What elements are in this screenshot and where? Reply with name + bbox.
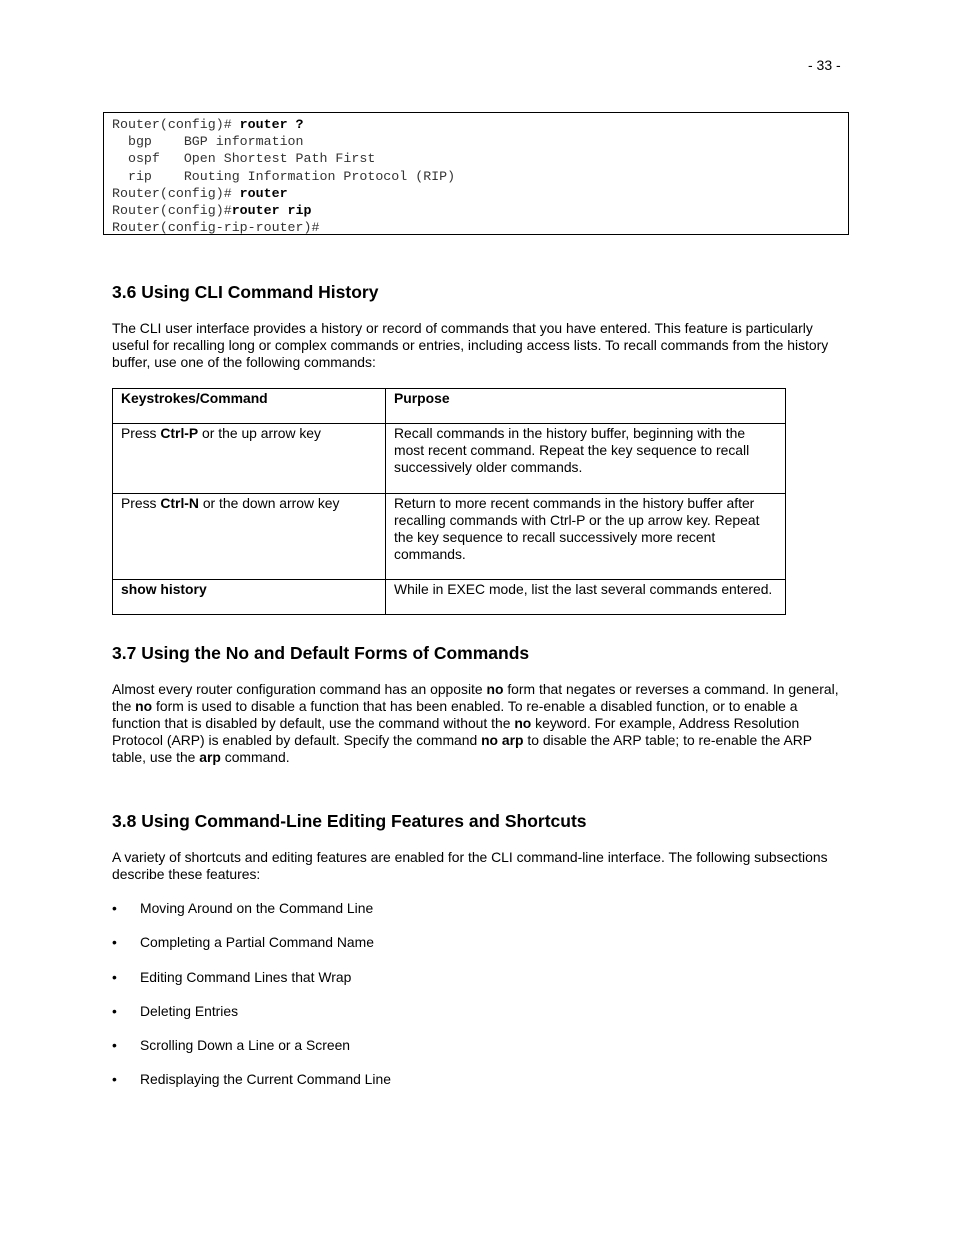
table-row — [113, 494, 786, 580]
table-cell-keystroke: Press Ctrl-N or the down arrow key — [113, 494, 386, 580]
code-line: Router(config)#router rip — [112, 202, 312, 218]
table-header-purpose: Purpose — [394, 390, 450, 406]
section-3-8-paragraph: A variety of shortcuts and editing features are enabled for the CLI command-line interface. The following subsections describe these features: — [112, 849, 828, 882]
code-line: Router(config)# router — [112, 185, 288, 201]
table-cell-keystroke: show history — [113, 580, 386, 615]
section-heading-3-7: 3.7 Using the No and Default Forms of Commands — [112, 643, 530, 663]
bullet-icon: • — [112, 900, 117, 916]
bullet-icon: • — [112, 934, 117, 951]
command-history-table — [112, 388, 786, 615]
table-cell-purpose: While in EXEC mode, list the last several commands entered. — [386, 580, 786, 615]
list-item: • Redisplaying the Current Command Line — [112, 1071, 391, 1088]
table-row — [113, 424, 786, 494]
list-item: • Moving Around on the Command Line — [112, 900, 374, 916]
page-number: - 33 - — [808, 57, 841, 73]
table-cell-purpose: Recall commands in the history buffer, beginning with the most recent command. Repeat the key sequence to recall successively older commands. — [386, 424, 786, 494]
table-row — [113, 580, 786, 615]
bullet-icon: • — [112, 1037, 117, 1054]
bullet-icon: • — [112, 1071, 117, 1088]
code-line: bgp BGP information — [112, 134, 304, 150]
code-line: Router(config-rip-router)# — [112, 220, 320, 236]
code-line: ospf Open Shortest Path First — [112, 151, 376, 167]
bullet-icon: • — [112, 1002, 117, 1019]
section-heading-3-6: 3.6 Using CLI Command History — [112, 282, 379, 302]
list-item: • Scrolling Down a Line or a Screen — [112, 1037, 351, 1054]
table-header-keystrokes: Keystrokes/Command — [121, 390, 268, 406]
list-item: • Deleting Entries — [112, 1002, 239, 1019]
list-item: • Editing Command Lines that Wrap — [112, 968, 352, 985]
list-item: • Completing a Partial Command Name — [112, 934, 374, 951]
section-heading-3-8: 3.8 Using Command-Line Editing Features and Shortcuts — [112, 811, 587, 831]
code-block — [103, 112, 849, 235]
section-3-6-paragraph: The CLI user interface provides a history or record of commands that you have entered. This feature is particularly useful for recalling long or complex commands or entries, including access lists. To recall commands from the history buffer, use one of the following commands: — [112, 320, 829, 370]
table-header-row — [113, 389, 786, 424]
bullet-icon: • — [112, 968, 117, 985]
section-3-7-paragraph: Almost every router configuration command has an opposite no form that negates or reverses a command. In general, the no form is used to disable a function that has been enabled. To re-enable a disabled function, or to enable a function that is disabled by default, use the command without the no keyword. For example, Address Resolution Protocol (ARP) is enabled by default. Specify the command no arp to disable the ARP table; to re-enable the ARP table, use the arp command. — [112, 681, 839, 765]
code-line: rip Routing Information Protocol (RIP) — [112, 168, 456, 184]
table-cell-purpose: Return to more recent commands in the history buffer after recalling commands with Ctrl-P or the up arrow key. Repeat the key sequence to recall successively more recent commands. — [386, 494, 786, 580]
feature-list — [112, 900, 391, 1106]
code-line: Router(config)# router ? — [112, 117, 304, 132]
table-cell-keystroke: Press Ctrl-P or the up arrow key — [113, 424, 386, 494]
